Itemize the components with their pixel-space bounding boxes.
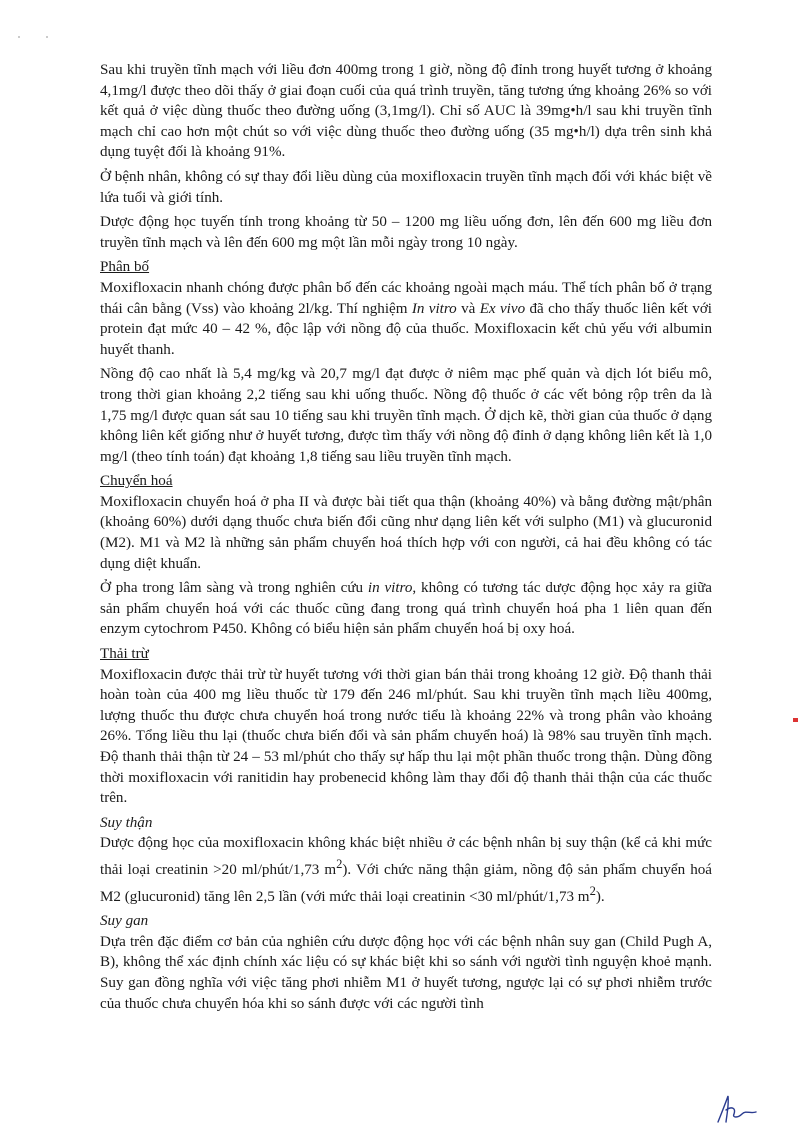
document-body bbox=[100, 60, 712, 1018]
paragraph-linearity: Dược động học tuyến tính trong khoảng từ 50 – 1200 mg liều uống đơn, lên đến 600 mg liều đơn truyền tĩnh mạch và lên đến 600 mg một lần mỗi ngày trong 10 ngày. bbox=[100, 214, 712, 251]
heading-metabolism: Chuyển hoá bbox=[100, 473, 173, 490]
red-margin-mark bbox=[793, 718, 798, 722]
paragraph-tissue-concentration: Nồng độ cao nhất là 5,4 mg/kg và 20,7 mg/l đạt được ở niêm mạc phế quản và dịch lót biểu mô, trong thời gian khoảng 2,2 tiếng sau khi uống thuốc. Nồng độ thuốc ở các vết bỏng rộp trên da là 1,75 mg/l được quan sát sau 10 tiếng sau khi truyền tĩnh mạch. Ở dịch kẽ, thời gian của thuốc ở dạng không liên kết giống như ở huyết tương, được tìm thấy với nồng độ đỉnh ở dạng không liên kết là 1,0 mg/l (theo tính toán) đạt khoảng 1,8 tiếng sau liều truyền tĩnh mạch. bbox=[100, 366, 712, 465]
scan-speck bbox=[18, 36, 20, 38]
scan-speck bbox=[46, 36, 48, 38]
paragraph-renal-impairment: Dược động học của moxifloxacin không khác biệt nhiều ở các bệnh nhân bị suy thận (kể cả khi mức thải loại creatinin >20 ml/phút/1,73 $m^2$). Với chức năng thận giảm, nồng độ sản phẩm chuyển hoá M2 (glucuronid) tăng lên 2,5 lần (với mức thải loại creatinin <30 ml/phút/1,73 $m^2$). bbox=[100, 835, 712, 905]
paragraph-age-gender: Ở bệnh nhân, không có sự thay đổi liều dùng của moxifloxacin truyền tĩnh mạch đối với khác biệt về lứa tuổi và giới tính. bbox=[100, 168, 712, 206]
paragraph-metabolism: Moxifloxacin chuyển hoá ở pha II và được bài tiết qua thận (khoảng 40%) và bằng đường mật/phân (khoảng 60%) dưới dạng thuốc chưa biến đổi cũng như dạng liên kết với sulpho (M1) và glucuronid (M2). M1 và M2 là những sản phẩm chuyển hoá thích hợp với con người, cả hai đều không có tác dụng diệt khuẩn. bbox=[100, 493, 712, 572]
paragraph-distribution: Moxifloxacin nhanh chóng được phân bố đến các khoảng ngoài mạch máu. Thể tích phân bố ở trạng thái cân bằng (Vss) vào khoảng 2l/kg. Thí nghiệm In vitro và Ex vivo đã cho thấy thuốc liên kết với protein đạt mức 40 – 42 %, độc lập với nồng độ của thuốc. Moxifloxacin kết chủ yếu với albumin huyết thanh. bbox=[100, 279, 712, 358]
paragraph-elimination: Moxifloxacin được thải trừ từ huyết tương với thời gian bán thải trong khoảng 12 giờ. Độ thanh thải hoàn toàn của 400 mg liều thuốc từ 179 đến 246 ml/phút. Sau khi truyền tĩnh mạch liều 400mg, lượng thuốc thu được chưa chuyển hoá trong nước tiểu là khoảng 22% và trong phân vào khoảng 26%. Tổng liều thu lại (thuốc chưa biến đổi và sản phẩm chuyển hoá) là 98% sau truyền tĩnh mạch. Độ thanh thải thận từ 24 – 53 ml/phút cho thấy sự hấp thu lại một phần thuốc trong thận. Dùng đồng thời moxifloxacin với ranitidin hay probenecid không làm thay đổi độ thanh thải thận của các thuốc trên. bbox=[100, 666, 712, 807]
heading-renal-impairment: Suy thận bbox=[100, 814, 153, 831]
heading-elimination: Thải trừ bbox=[100, 646, 149, 663]
paragraph-interaction: Ở pha trong lâm sàng và trong nghiên cứu in vitro, không có tương tác dược động học xảy ra giữa sản phẩm chuyển hoá với các thuốc cũng đang trong quá trình chuyển hoá pha 1 liên quan đến enzym cytochrom P450. Không có biểu hiện sản phẩm chuyển hoá bị oxy hoá. bbox=[100, 580, 712, 638]
handwritten-initials-icon bbox=[712, 1092, 760, 1126]
heading-distribution: Phân bố bbox=[100, 259, 150, 276]
paragraph-hepatic-impairment: Dựa trên đặc điểm cơ bản của nghiên cứu dược động học với các bệnh nhân suy gan (Child Pugh A, B), không thể xác định chính xác liệu có sự khác biệt khi so sánh với người tình nguyện khoẻ mạnh. Suy gan đồng nghĩa với việc tăng phơi nhiễm M1 ở huyết tương, ngược lại có sự phơi nhiễm trước của thuốc chưa chuyển hóa khi so sánh được với các người tình bbox=[100, 933, 712, 1012]
heading-hepatic-impairment: Suy gan bbox=[100, 913, 149, 930]
paragraph-absorption-iv: Sau khi truyền tĩnh mạch với liều đơn 400mg trong 1 giờ, nồng độ đỉnh trong huyết tương ở khoảng 4,1mg/l được theo dõi thấy ở giai đoạn cuối của quá trình truyền, tăng tương ứng khoảng 26% so với kết quả ở việc dùng thuốc theo đường uống (3,1mg/l). Chỉ số AUC là 39mg•h/l sau khi truyền tĩnh mạch chỉ cao hơn một chút so với việc dùng thuốc theo đường uống (35 mg•h/l) dựa trên sinh khả dụng tuyệt đối là khoảng 91%. bbox=[100, 62, 712, 161]
